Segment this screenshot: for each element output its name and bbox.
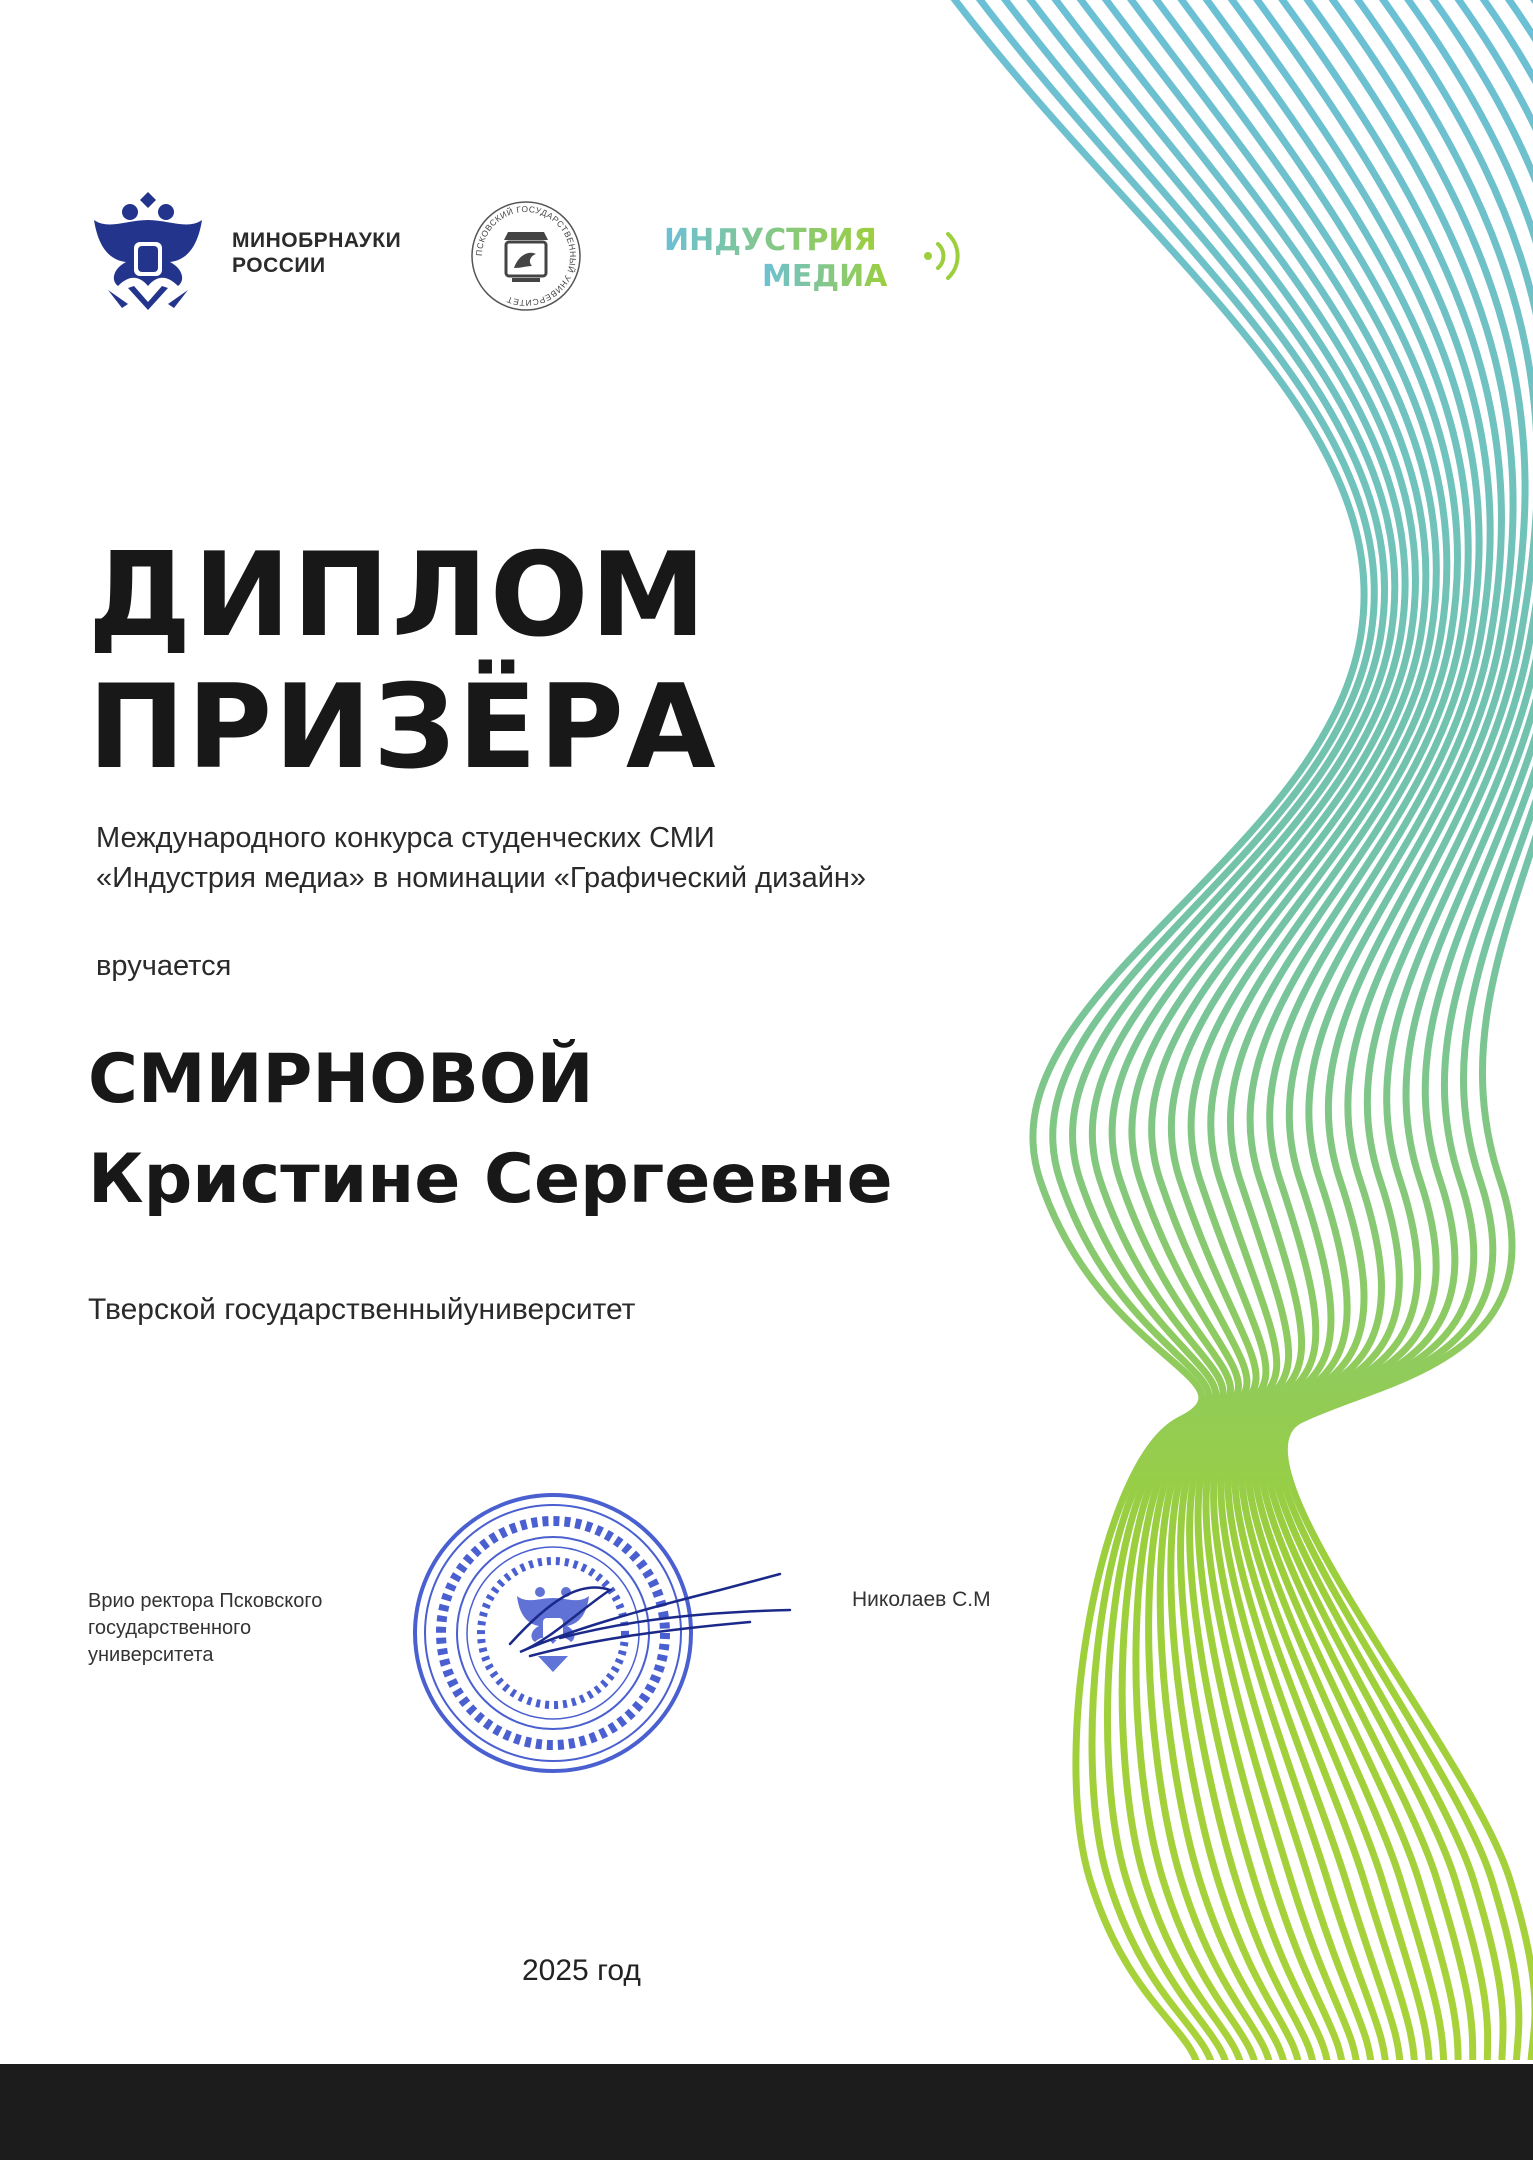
recipient-organization: Тверской государственныйуниверситет bbox=[88, 1293, 636, 1326]
subtitle-line-1: Международного конкурса студенческих СМИ bbox=[96, 822, 715, 854]
signer-role bbox=[88, 1588, 408, 1669]
recipient-given-name: Кристине Сергеевне bbox=[88, 1140, 893, 1219]
awarded-text: вручается bbox=[96, 950, 232, 982]
recipient-surname: СМИРНОВОЙ bbox=[88, 1040, 594, 1119]
ministry-logo-text bbox=[232, 228, 452, 278]
recipient-name bbox=[88, 1030, 893, 1230]
handwritten-signature bbox=[490, 1560, 820, 1670]
signer-name: Николаев С.М bbox=[852, 1588, 991, 1611]
pskov-seal-text: ПСКОВСКИЙ ГОСУДАРСТВЕННЫЙ УНИВЕРСИТЕТ bbox=[473, 203, 579, 309]
subtitle-line-2: «Индустрия медиа» в номинации «Графический дизайн» bbox=[96, 862, 867, 894]
ministry-line-1: МИНОБРНАУКИ bbox=[232, 229, 402, 252]
pskov-university-seal-icon bbox=[470, 200, 582, 312]
title-line-1: ДИПЛОМ bbox=[88, 528, 708, 663]
russian-eagle-emblem-icon bbox=[88, 190, 208, 320]
issue-year: 2025 год bbox=[522, 1954, 641, 1987]
broadcast-signal-icon bbox=[924, 234, 958, 278]
ministry-line-2: РОССИИ bbox=[232, 254, 326, 277]
signer-role-line-3: университета bbox=[88, 1644, 214, 1666]
footer-bar bbox=[0, 2064, 1533, 2160]
title-line-2: ПРИЗЁРА bbox=[88, 660, 718, 795]
diploma-subtitle bbox=[96, 818, 1196, 898]
signer-role-line-2: государственного bbox=[88, 1617, 252, 1639]
industria-logo-line-2: МЕДИА bbox=[762, 259, 888, 294]
diploma-title bbox=[88, 530, 718, 794]
industria-logo-line-1: ИНДУСТРИЯ bbox=[664, 223, 877, 258]
industria-media-logo bbox=[664, 218, 984, 298]
signer-role-line-1: Врио ректора Псковского bbox=[88, 1590, 323, 1612]
